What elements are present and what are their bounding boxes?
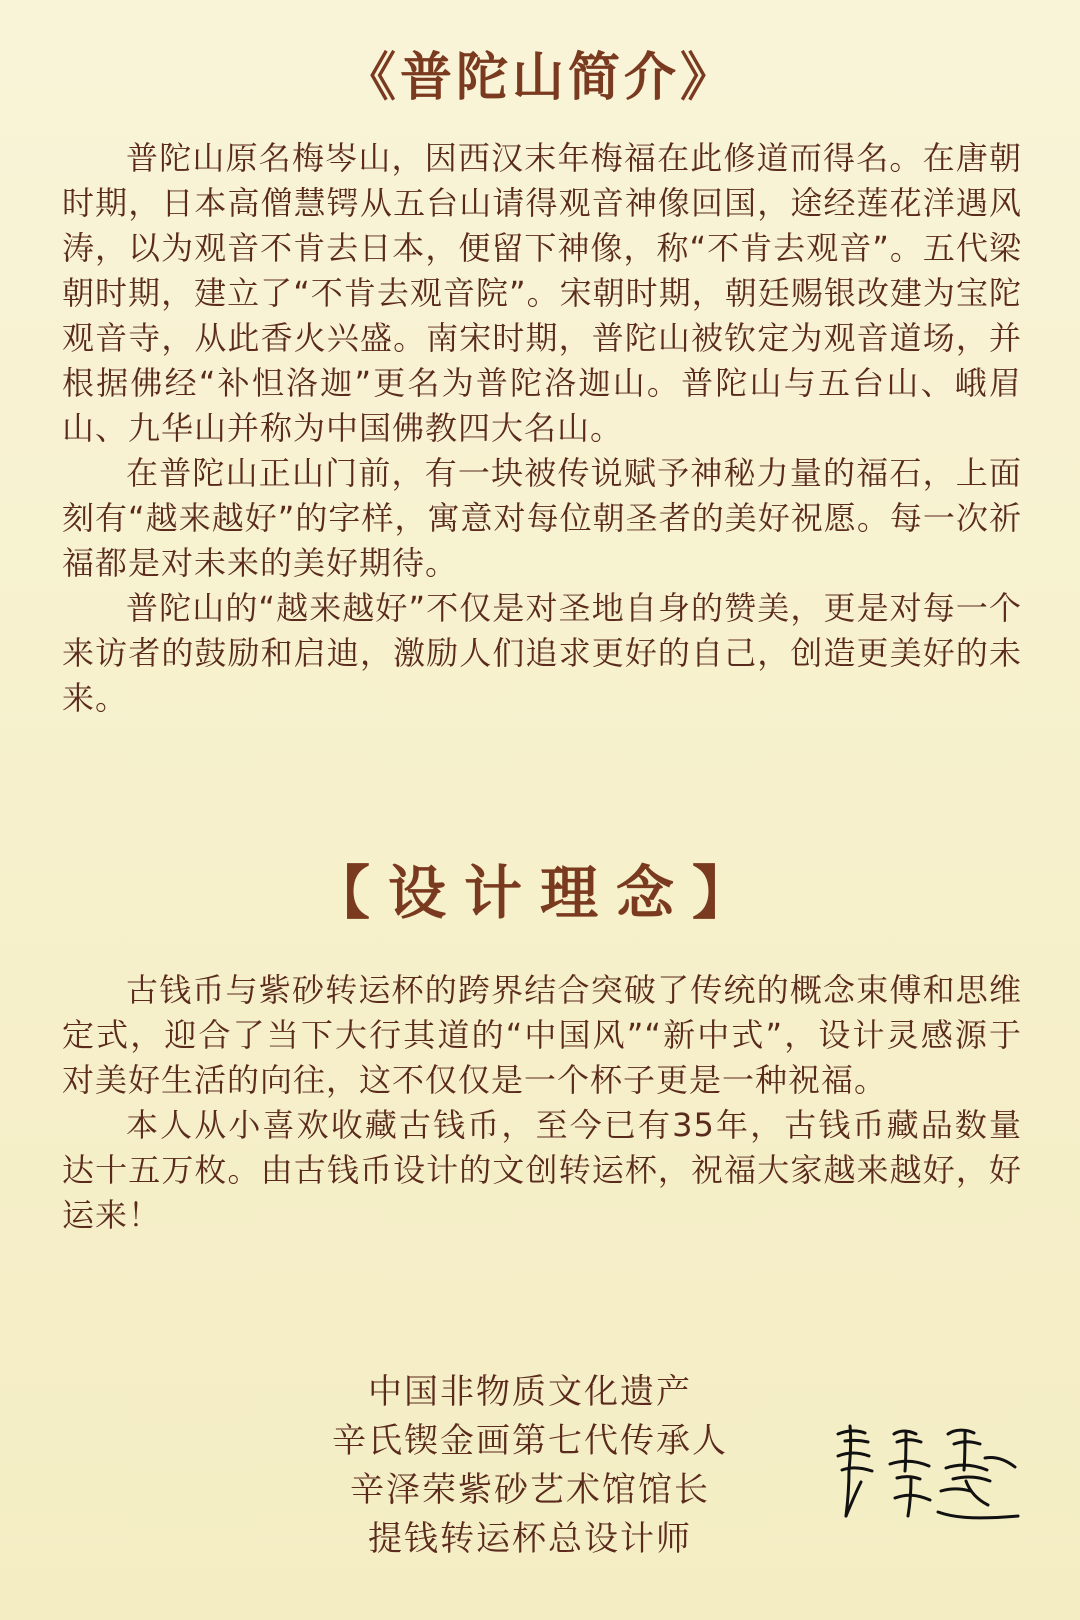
intro-section <box>62 136 1022 721</box>
credit-line: 提钱转运杯总设计师 <box>368 1519 692 1559</box>
design-paragraph: 本人从小喜欢收藏古钱币，至今已有35年，古钱币藏品数量达十五万枚。由古钱币设计的文创转运杯，祝福大家越来越好，好运来！ <box>62 1106 1022 1234</box>
credits-block <box>230 1368 830 1564</box>
credit-line: 中国非物质文化遗产 <box>368 1372 692 1412</box>
credit-line: 辛泽荣紫砂艺术馆馆长 <box>350 1470 710 1510</box>
credit-line: 辛氏锲金画第七代传承人 <box>332 1421 728 1461</box>
intro-paragraph: 普陀山原名梅岑山，因西汉末年梅福在此修道而得名。在唐朝时期，日本高僧慧锷从五台山请得观音神像回国，途经莲花洋遇风涛，以为观音不肯去日本，便留下神像，称“不肯去观音”。五代梁朝时期，建立了“不肯去观音院”。宋朝时期，朝廷赐银改建为宝陀观音寺，从此香火兴盛。南宋时期，普陀山被钦定为观音道场，并根据佛经“补怛洛迦”更名为普陀洛迦山。普陀山与五台山、峨眉山、九华山并称为中国佛教四大名山。 <box>62 139 1022 447</box>
intro-paragraph: 在普陀山正山门前，有一块被传说赋予神秘力量的福石，上面刻有“越来越好”的字样，寓意对每位朝圣者的美好祝愿。每一次祈福都是对未来的美好期待。 <box>62 454 1022 582</box>
design-heading: 【设计理念】 <box>311 859 768 927</box>
intro-paragraph: 普陀山的“越来越好”不仅是对圣地自身的赞美，更是对每一个来访者的鼓励和启迪，激励人们追求更好的自己，创造更美好的未来。 <box>62 589 1022 717</box>
design-section <box>62 968 1022 1238</box>
design-paragraph: 古钱币与紫砂转运杯的跨界结合突破了传统的概念束傅和思维定式，迎合了当下大行其道的“中国风”“新中式”，设计灵感源于对美好生活的向往，这不仅仅是一个杯子更是一种祝福。 <box>62 971 1022 1099</box>
signature-mark <box>820 1412 1030 1532</box>
page-title: 《普陀山简介》 <box>343 47 736 108</box>
